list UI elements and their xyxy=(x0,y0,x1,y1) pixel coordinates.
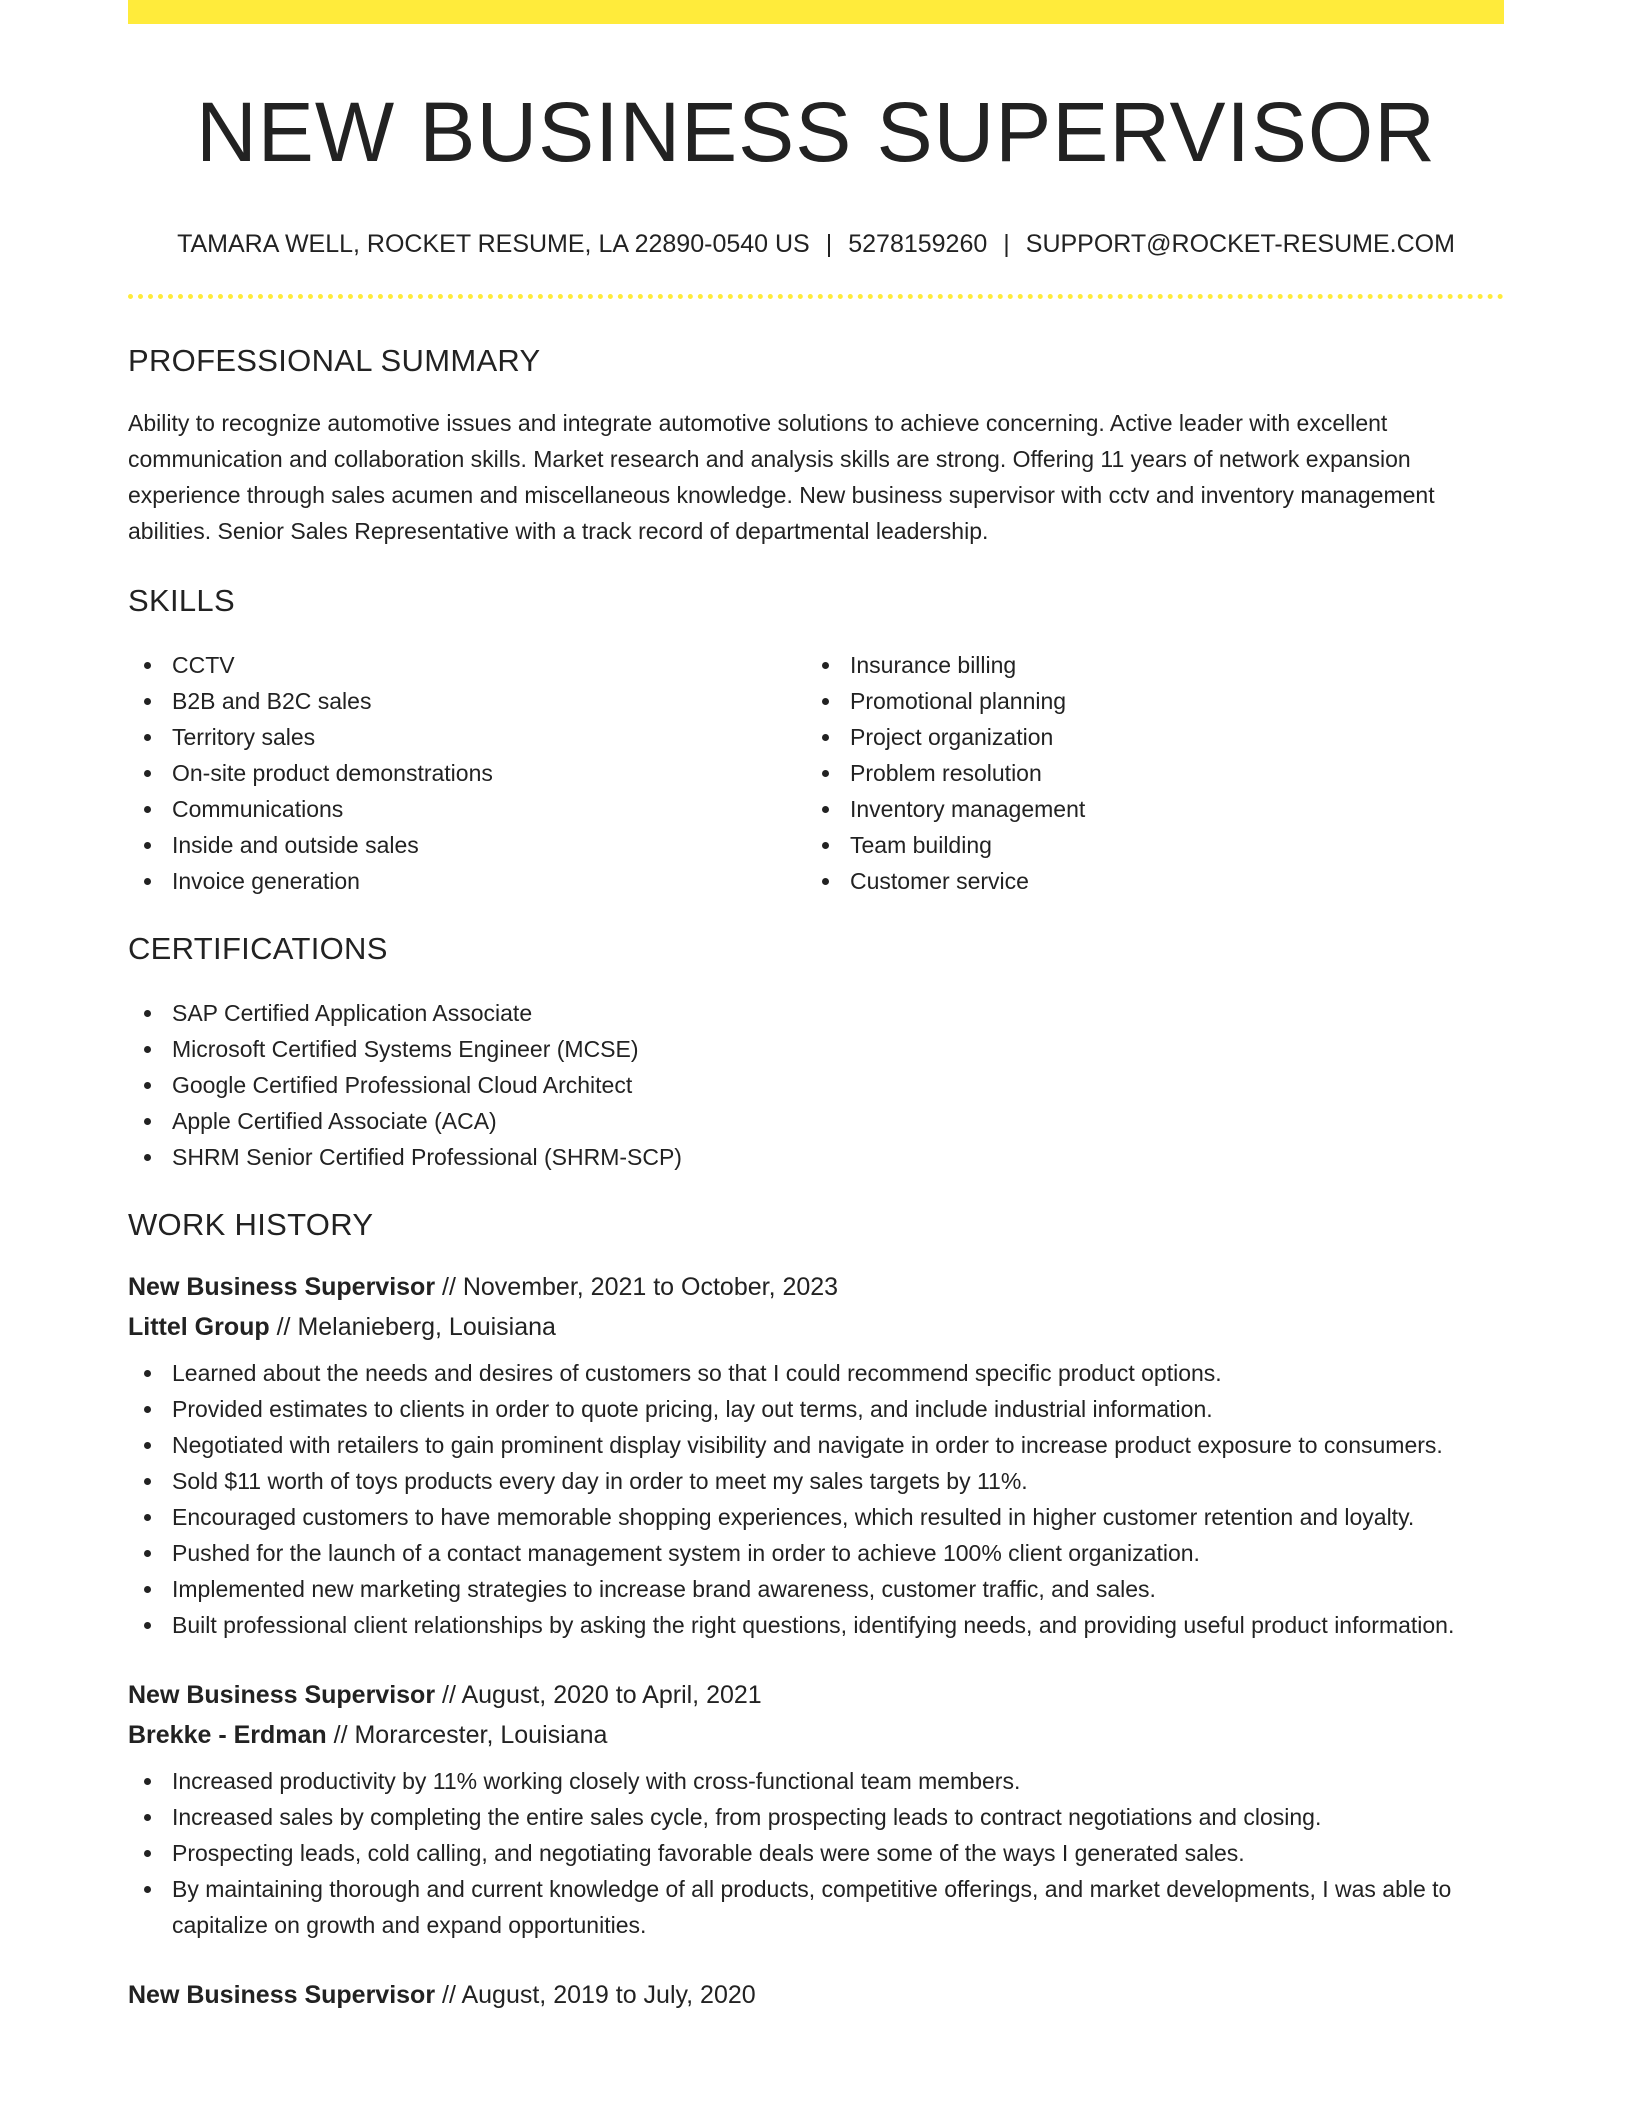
contact-address: TAMARA WELL, ROCKET RESUME, LA 22890-0540 US xyxy=(177,230,810,258)
job-location: // Melanieberg, Louisiana xyxy=(269,1313,556,1341)
skill-item: Customer service xyxy=(806,863,1484,899)
skill-item: CCTV xyxy=(128,647,806,683)
skill-item: Inside and outside sales xyxy=(128,827,806,863)
skills-grid xyxy=(128,647,1504,899)
skill-item: Problem resolution xyxy=(806,755,1484,791)
certification-item: Apple Certified Associate (ACA) xyxy=(128,1103,1504,1139)
job-company-line xyxy=(128,1715,1504,1755)
job-bullet: Encouraged customers to have memorable shopping experiences, which resulted in higher customer retention and loyalty. xyxy=(128,1499,1504,1535)
job-location: // Morarcester, Louisiana xyxy=(326,1721,608,1749)
certifications-heading: CERTIFICATIONS xyxy=(128,931,388,966)
contact-email: SUPPORT@ROCKET-RESUME.COM xyxy=(1025,230,1455,258)
skill-item: Insurance billing xyxy=(806,647,1484,683)
job-title: New Business Supervisor xyxy=(128,1681,436,1709)
certification-item: SHRM Senior Certified Professional (SHRM-SCP) xyxy=(128,1139,1504,1175)
job-bullet: Prospecting leads, cold calling, and negotiating favorable deals were some of the ways I generated sales. xyxy=(128,1835,1504,1871)
skill-item: On-site product demonstrations xyxy=(128,755,806,791)
skill-item: Promotional planning xyxy=(806,683,1484,719)
certification-item: Microsoft Certified Systems Engineer (MCSE) xyxy=(128,1031,1504,1067)
certification-item: SAP Certified Application Associate xyxy=(128,995,1504,1031)
job-bullet: Increased sales by completing the entire sales cycle, from prospecting leads to contract negotiations and closing. xyxy=(128,1799,1504,1835)
skill-item: Communications xyxy=(128,791,806,827)
skill-item: Project organization xyxy=(806,719,1484,755)
job-title-line xyxy=(128,1267,1504,1307)
certification-item: Google Certified Professional Cloud Architect xyxy=(128,1067,1504,1103)
job-entry xyxy=(128,1267,1504,1643)
resume-title: NEW BUSINESS SUPERVISOR xyxy=(196,85,1436,179)
skills-heading: SKILLS xyxy=(128,583,235,618)
summary-heading: PROFESSIONAL SUMMARY xyxy=(128,343,541,378)
job-bullet: Sold $11 worth of toys products every day in order to meet my sales targets by 11%. xyxy=(128,1463,1504,1499)
skill-item: Invoice generation xyxy=(128,863,806,899)
job-bullet: Provided estimates to clients in order to quote pricing, lay out terms, and include industrial information. xyxy=(128,1391,1504,1427)
contact-separator: | xyxy=(1003,230,1010,258)
skill-item: B2B and B2C sales xyxy=(128,683,806,719)
job-entry xyxy=(128,1675,1504,1943)
contact-line xyxy=(128,228,1504,260)
job-bullet: Built professional client relationships by asking the right questions, identifying needs, and providing useful product information. xyxy=(128,1607,1504,1643)
job-dates: // August, 2019 to July, 2020 xyxy=(435,1981,756,2009)
skill-item: Team building xyxy=(806,827,1484,863)
skill-item: Inventory management xyxy=(806,791,1484,827)
job-company-line xyxy=(128,1307,1504,1347)
job-title: New Business Supervisor xyxy=(128,1981,436,2009)
contact-phone: 5278159260 xyxy=(848,230,988,258)
job-bullet: Implemented new marketing strategies to increase brand awareness, customer traffic, and sales. xyxy=(128,1571,1504,1607)
job-bullet: Negotiated with retailers to gain prominent display visibility and navigate in order to increase product exposure to consumers. xyxy=(128,1427,1504,1463)
resume-content xyxy=(128,0,1504,2015)
contact-separator: | xyxy=(825,230,833,258)
job-company: Brekke - Erdman xyxy=(128,1721,327,1749)
work-history-heading: WORK HISTORY xyxy=(128,1207,374,1242)
job-title-line xyxy=(128,1675,1504,1715)
job-title: New Business Supervisor xyxy=(128,1273,436,1301)
skills-left-list xyxy=(128,647,806,899)
header-divider xyxy=(128,294,1504,299)
job-dates: // August, 2020 to April, 2021 xyxy=(435,1681,762,1709)
job-bullet: Learned about the needs and desires of customers so that I could recommend specific product options. xyxy=(128,1355,1504,1391)
certifications-list xyxy=(128,995,1504,1175)
job-title-line xyxy=(128,1975,1504,2015)
skills-right-list xyxy=(806,647,1484,899)
skill-item: Territory sales xyxy=(128,719,806,755)
job-bullet: By maintaining thorough and current knowledge of all products, competitive offerings, and market developments, I was able to capitalize on growth and expand opportunities. xyxy=(128,1871,1504,1943)
job-bullet-list xyxy=(128,1763,1504,1943)
summary-text: Ability to recognize automotive issues and integrate automotive solutions to achieve concerning. Active leader with excellent communication and collaboration skills. Market research and analysis skills are strong. Offering 11 years of network expansion experience through sales acumen and miscellaneous knowledge. New business supervisor with cctv and inventory management abilities. Senior Sales Representative with a track record of departmental leadership. xyxy=(128,410,1435,544)
job-dates: // November, 2021 to October, 2023 xyxy=(435,1273,839,1301)
job-bullet-list xyxy=(128,1355,1504,1643)
job-bullet: Increased productivity by 11% working closely with cross-functional team members. xyxy=(128,1763,1504,1799)
job-entry xyxy=(128,1975,1504,2015)
job-company: Littel Group xyxy=(128,1313,270,1341)
job-bullet: Pushed for the launch of a contact management system in order to achieve 100% client organization. xyxy=(128,1535,1504,1571)
